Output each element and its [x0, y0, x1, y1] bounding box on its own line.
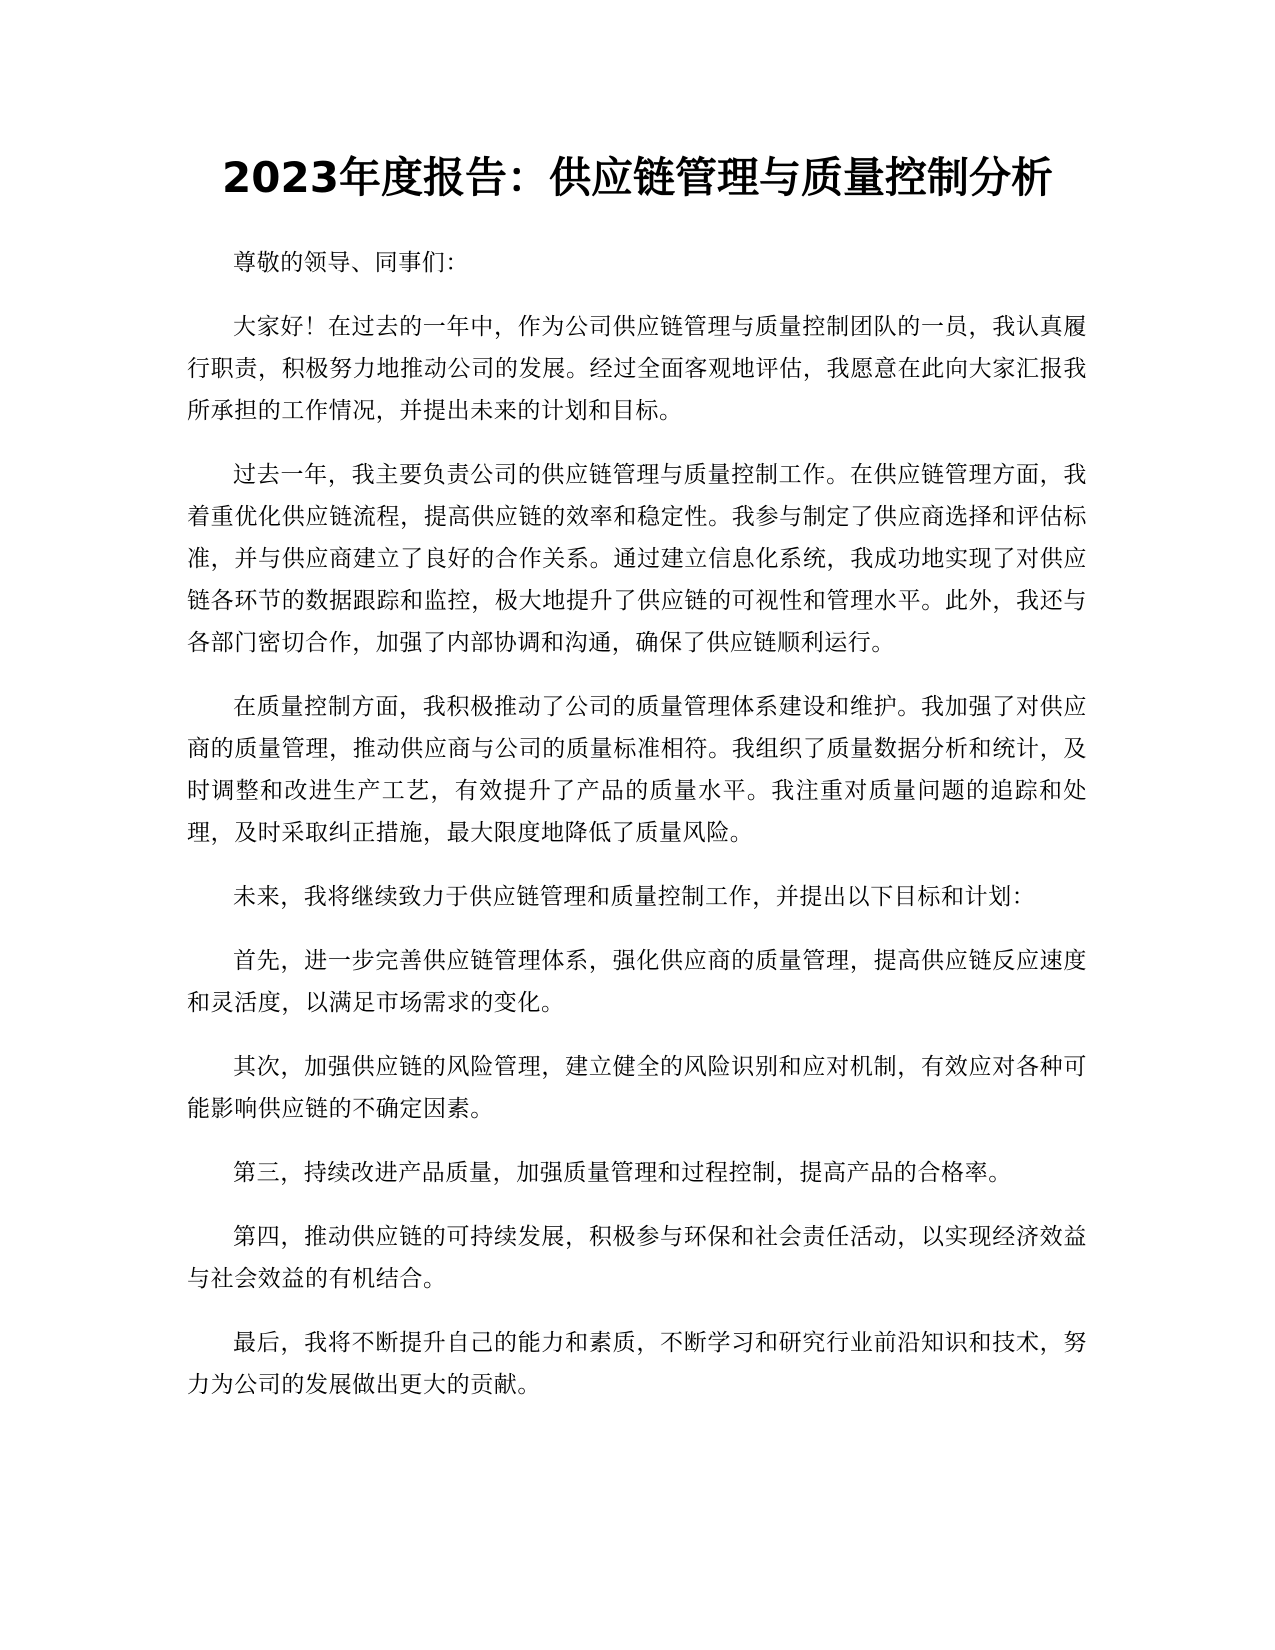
paragraph-quality-control-review: 在质量控制方面，我积极推动了公司的质量管理体系建设和维护。我加强了对供应商的质量管理，推动供应商与公司的质量标准相符。我组织了质量数据分析和统计，及时调整和改进生产工艺，有效提升了产品的质量水平。我注重对质量问题的追踪和处理，及时采取纠正措施，最大限度地降低了质量风险。: [187, 694, 1087, 846]
paragraph-plan-fourth: 第四，推动供应链的可持续发展，积极参与环保和社会责任活动，以实现经济效益与社会效益的有机结合。: [187, 1224, 1087, 1292]
document-body: [187, 242, 1087, 1428]
paragraph-plan-final: 最后，我将不断提升自己的能力和素质，不断学习和研究行业前沿知识和技术，努力为公司的发展做出更大的贡献。: [187, 1330, 1087, 1398]
paragraph-greeting: 大家好！在过去的一年中，作为公司供应链管理与质量控制团队的一员，我认真履行职责，积极努力地推动公司的发展。经过全面客观地评估，我愿意在此向大家汇报我所承担的工作情况，并提出未来的计划和目标。: [187, 314, 1087, 424]
paragraph-future-intro: 未来，我将继续致力于供应链管理和质量控制工作，并提出以下目标和计划：: [233, 884, 1036, 910]
paragraph-plan-second: 其次，加强供应链的风险管理，建立健全的风险识别和应对机制，有效应对各种可能影响供应链的不确定因素。: [187, 1054, 1087, 1122]
paragraph-supply-chain-review: 过去一年，我主要负责公司的供应链管理与质量控制工作。在供应链管理方面，我着重优化供应链流程，提高供应链的效率和稳定性。我参与制定了供应商选择和评估标准，并与供应商建立了良好的合作关系。通过建立信息化系统，我成功地实现了对供应链各环节的数据跟踪和监控，极大地提升了供应链的可视性和管理水平。此外，我还与各部门密切合作，加强了内部协调和沟通，确保了供应链顺利运行。: [187, 462, 1087, 656]
paragraph-plan-first: 首先，进一步完善供应链管理体系，强化供应商的质量管理，提高供应链反应速度和灵活度，以满足市场需求的变化。: [187, 948, 1087, 1016]
paragraph-salutation: 尊敬的领导、同事们：: [233, 250, 469, 276]
document-title: 2023年度报告：供应链管理与质量控制分析: [222, 153, 1053, 202]
paragraph-plan-third: 第三，持续改进产品质量，加强质量管理和过程控制，提高产品的合格率。: [233, 1160, 1012, 1186]
